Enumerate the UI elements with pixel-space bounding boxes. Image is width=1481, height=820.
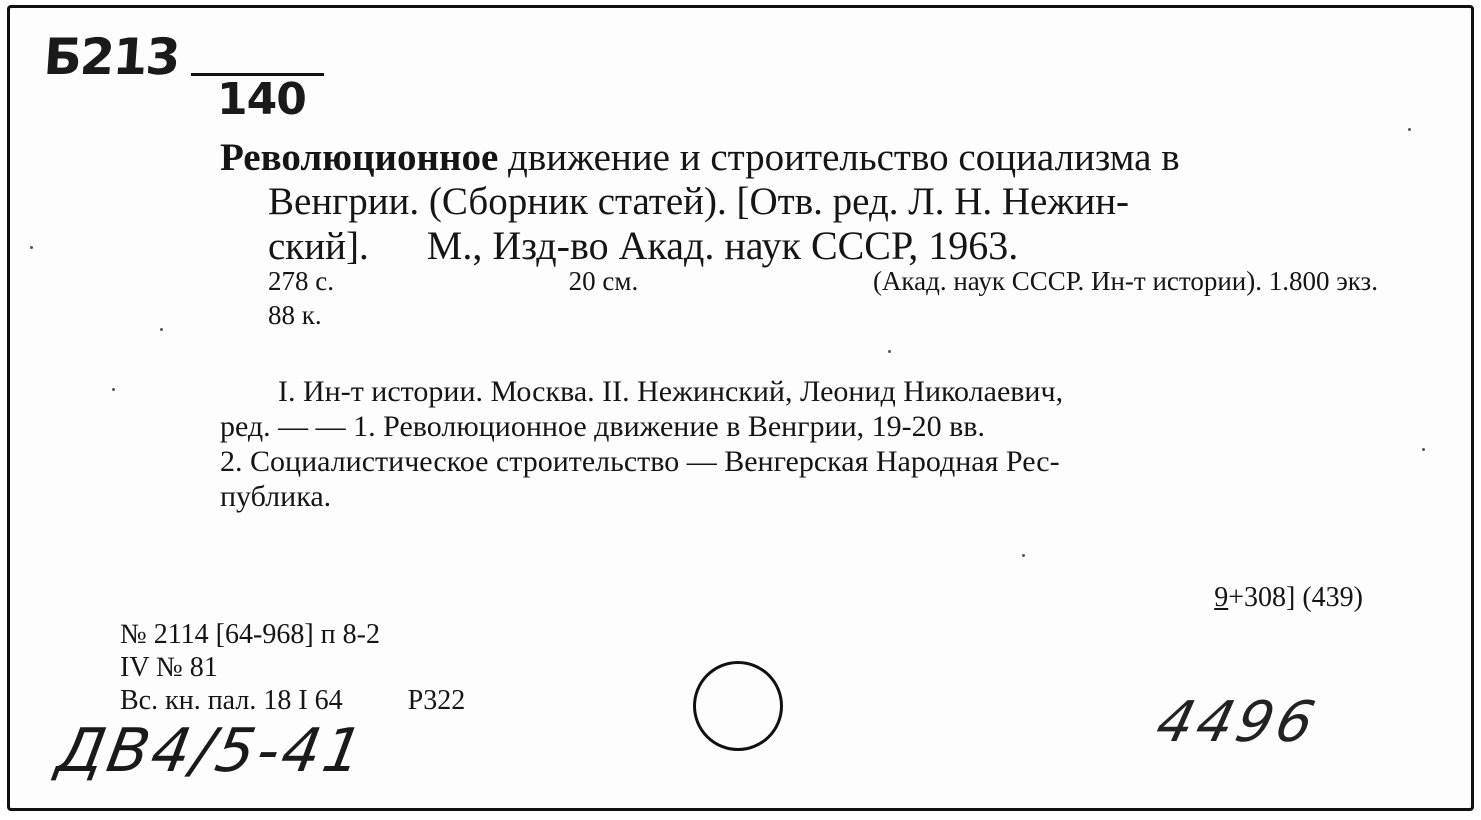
- tracings-line-2: ред. — — 1. Революционное движение в Венгрии, 19-20 вв.: [220, 410, 985, 443]
- shelf-mark-sub: 140: [217, 74, 306, 125]
- tracings-line-1: I. Ин-т истории. Москва. II. Нежинский, Леонид Николаевич,: [278, 375, 1064, 408]
- print-line-3: [120, 684, 465, 717]
- price: 88 к.: [268, 300, 322, 330]
- speck: [30, 246, 33, 249]
- imprint: М., Изд-во Акад. наук СССР, 1963.: [426, 223, 1019, 268]
- print-line-3-text: Вс. кн. пал. 18 I 64: [120, 685, 343, 716]
- punch-hole: [693, 661, 783, 751]
- classification-rest: +308] (439): [1228, 582, 1363, 613]
- print-line-2: IV № 81: [120, 652, 218, 683]
- speck: [1022, 554, 1025, 557]
- handwritten-number: 4496: [1149, 690, 1325, 755]
- print-code: P322: [407, 685, 466, 716]
- collation: [268, 264, 1378, 332]
- title-line-2: Венгрии. (Сборник статей). [Отв. ред. Л. Н. Нежин-: [268, 180, 1130, 223]
- speck: [888, 350, 891, 353]
- tracings-line-4: публика.: [220, 480, 332, 513]
- speck: [112, 388, 115, 391]
- print-info: [120, 618, 465, 717]
- series: (Акад. наук СССР. Ин-т истории). 1.800 экз.: [872, 266, 1378, 296]
- title-line-1: [220, 136, 1380, 180]
- speck: [1422, 448, 1425, 451]
- pages: 278 с.: [268, 266, 334, 296]
- size: 20 см.: [568, 266, 639, 296]
- tracings: [220, 374, 1380, 514]
- title-rest: движение и строительство социализма в: [508, 136, 1180, 179]
- title-line-3-text: ский].: [268, 225, 369, 268]
- speck: [1408, 128, 1411, 131]
- shelf-mark: Б213: [41, 28, 181, 86]
- classification-underlined: 9: [1214, 582, 1229, 613]
- print-line-1: № 2114 [64-968] п 8-2: [120, 619, 380, 650]
- title-entry: [220, 136, 1380, 269]
- collation-row: [268, 264, 1378, 298]
- speck: [160, 328, 163, 331]
- catalog-card: [7, 5, 1474, 811]
- classification: [1214, 582, 1363, 614]
- handwritten-inventory: ДВ4/5-41: [51, 716, 371, 786]
- tracings-line-3: 2. Социалистическое строительство — Венгерская Народная Рес-: [220, 445, 1060, 478]
- title-line-3: [220, 224, 1380, 269]
- heading-word: Революционное: [220, 136, 499, 179]
